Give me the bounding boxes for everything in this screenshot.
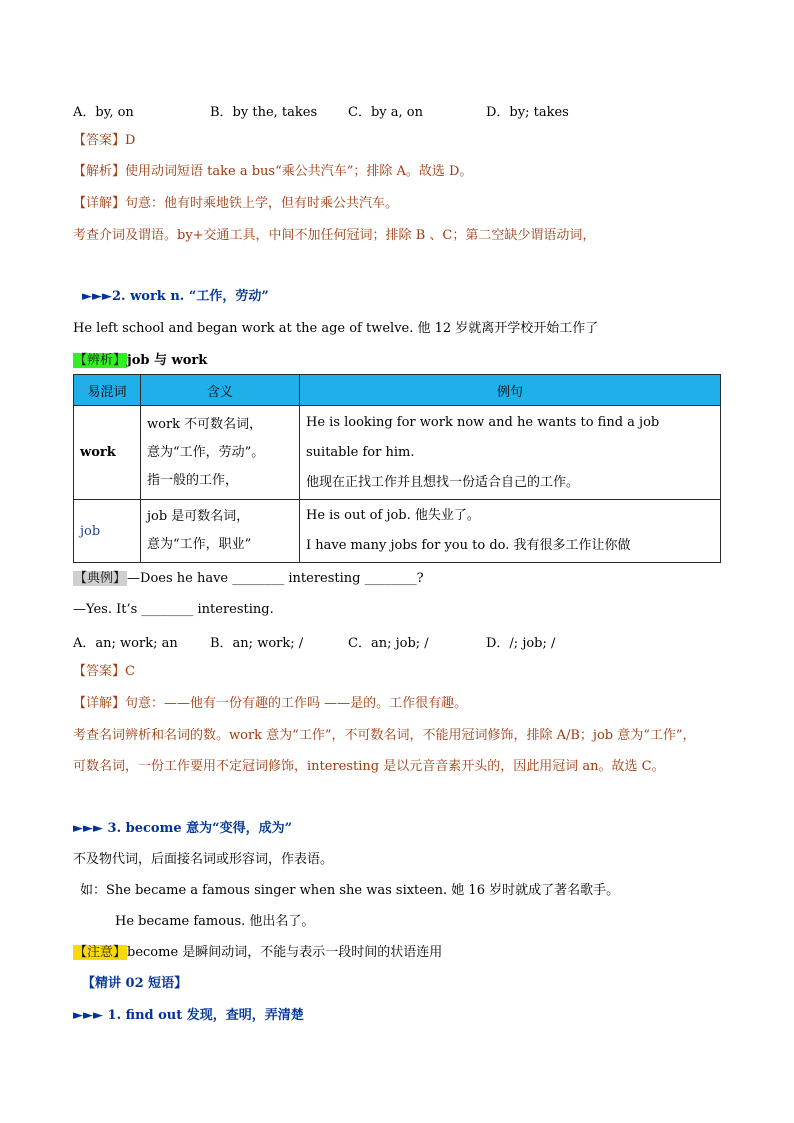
analysis-tag: 【解析】 (73, 164, 126, 179)
q2-option-a: A．an; work; an (73, 636, 178, 651)
dianli-tag: 【典例】 (74, 571, 127, 586)
q1-answer (73, 132, 135, 150)
answer-tag: 【答案】 (73, 133, 126, 148)
answer-text: D (125, 133, 136, 148)
dianli-line (73, 570, 424, 588)
table-cell-meaning (141, 406, 300, 500)
meaning-line: 意为“工作，劳动”。 (147, 444, 265, 460)
example-line: He is out of job. 他失业了。 (306, 508, 480, 523)
table-header: 易混词 (74, 375, 141, 406)
question-line-2: —Yes. It’s ________ interesting. (73, 602, 274, 617)
q1-option-b: B．by the, takes (210, 105, 318, 120)
q1-detail (73, 195, 398, 213)
work-example: He left school and began work at the age of twelve. 他 12 岁就离开学校开始工作了 (73, 321, 599, 336)
job-work-comparison-table (73, 374, 721, 563)
detail-text: 句意：——他有一份有趣的工作吗 ——是的。工作很有趣。 (125, 696, 468, 711)
example-line: He is looking for work now and he wants to find a job suitable for him. (306, 414, 660, 460)
section-heading-phrases: 【精讲 02 短语】 (82, 976, 188, 991)
answer-text: C (125, 664, 135, 679)
notice-line (73, 944, 442, 962)
detail-tag: 【详解】 (73, 696, 126, 711)
q2-option-c: C．an; job; / (348, 636, 429, 651)
example-line: I have many jobs for you to do. 我有很多工作让你做 (306, 538, 631, 553)
table-row (74, 500, 721, 563)
table-row (74, 406, 721, 500)
bianxi-tag: 【辨析】 (74, 353, 127, 368)
q1-option-d: D．by; takes (486, 105, 569, 120)
meaning-line: work 不可数名词， (147, 416, 263, 432)
question-line-1: —Does he have ________ interesting ________? (127, 571, 424, 586)
phrase-item-1: ►►► 1. find out 发现，查明，弄清楚 (73, 1008, 304, 1023)
example-line: 他现在正找工作并且想找一份适合自己的工作。 (306, 474, 580, 490)
meaning-line: job 是可数名词， (147, 509, 250, 524)
q2-option-d: D．/; job; / (486, 636, 556, 651)
q2-option-b: B．an; work; / (210, 636, 304, 651)
q2-answer (73, 663, 135, 681)
table-cell-word: job (74, 500, 141, 563)
table-cell-examples (300, 406, 721, 500)
analysis-text: 使用动词短语 take a bus“乘公共汽车”；排除 A。故选 D。 (125, 164, 473, 179)
bianxi-line (73, 352, 207, 370)
notice-tag: 【注意】 (74, 945, 127, 960)
detail-tag: 【详解】 (73, 196, 126, 211)
section-heading-become: ►►► 3. become 意为“变得，成为” (73, 821, 293, 836)
meaning-line: 意为“工作，职业” (147, 537, 252, 552)
detail-text: 句意：他有时乘地铁上学，但有时乘公共汽车。 (125, 196, 399, 211)
become-desc: 不及物代词，后面接名词或形容词，作表语。 (73, 852, 334, 867)
q2-detail (73, 695, 467, 713)
meaning-line: 指一般的工作， (147, 472, 239, 488)
table-cell-meaning (141, 500, 300, 563)
answer-tag: 【答案】 (73, 664, 126, 679)
table-cell-word: work (74, 406, 141, 500)
table-cell-examples (300, 500, 721, 563)
q1-analysis (73, 163, 472, 181)
table-header: 含义 (141, 375, 300, 406)
q1-note: 考查介词及谓语。by+交通工具，中间不加任何冠词；排除 B 、C；第二空缺少谓语动词， (73, 228, 596, 243)
q2-note-line-2: 可数名词，一份工作要用不定冠词修饰，interesting 是以元音音素开头的，因此用冠词 an。故选 C。 (73, 759, 665, 774)
become-example-2: He became famous. 他出名了。 (115, 914, 315, 929)
section-heading-work: ►►►2. work n. “工作，劳动” (82, 289, 269, 304)
q2-note-line-1: 考查名词辨析和名词的数。work 意为“工作”，不可数名词，不能用冠词修饰，排除 A/B；job 意为“工作”， (73, 728, 696, 743)
become-example-1: 如：She became a famous singer when she was sixteen. 她 16 岁时就成了著名歌手。 (80, 883, 620, 898)
bianxi-title: job 与 work (127, 353, 208, 368)
notice-text: become 是瞬间动词，不能与表示一段时间的状语连用 (127, 945, 443, 960)
q1-option-a: A．by, on (73, 105, 134, 120)
table-header: 例句 (300, 375, 721, 406)
table-header-row (74, 375, 721, 406)
q1-option-c: C．by a, on (348, 105, 423, 120)
